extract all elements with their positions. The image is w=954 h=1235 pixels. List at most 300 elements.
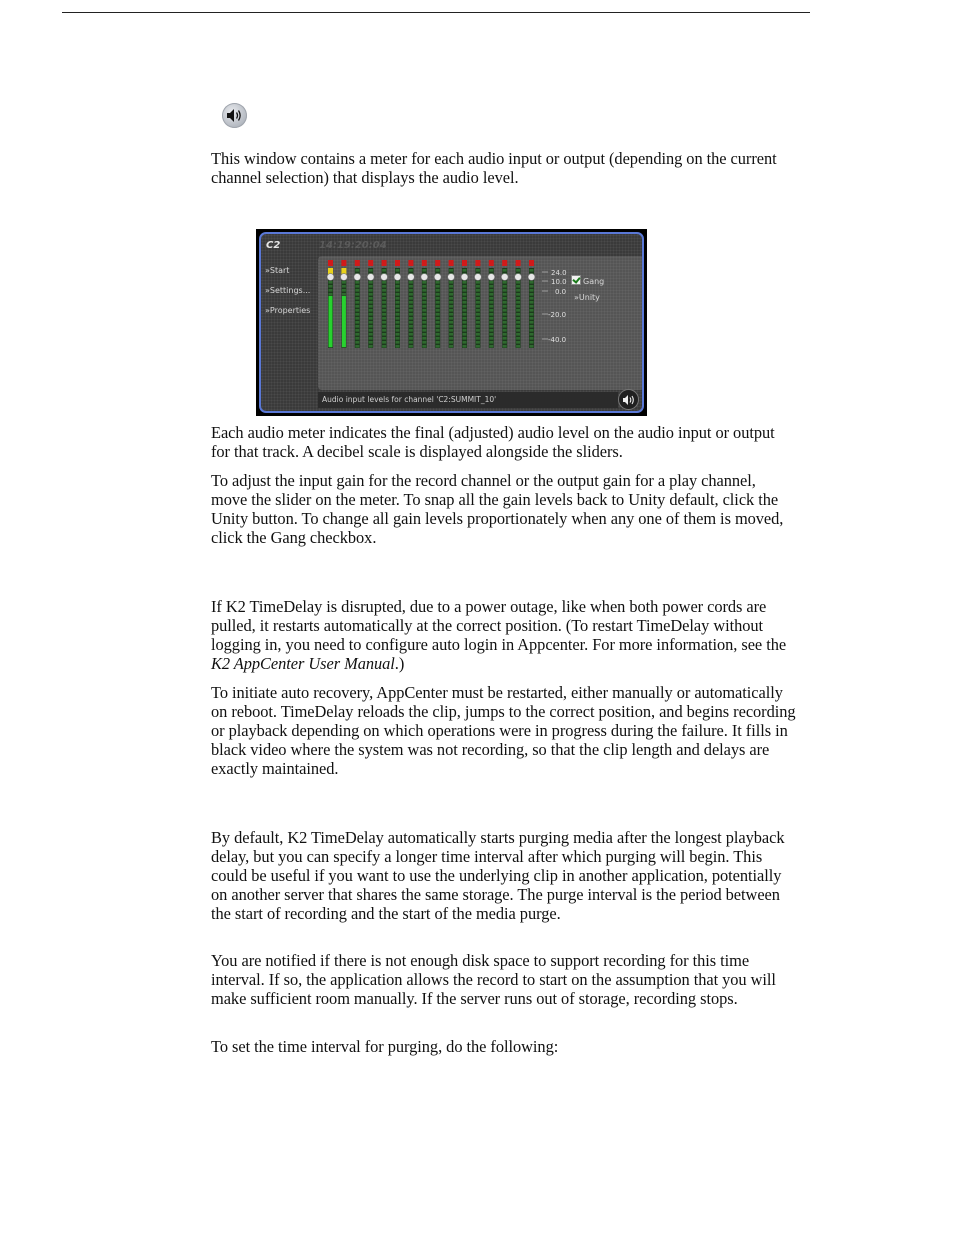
gain-slider-11[interactable] (461, 274, 468, 281)
meter-segment (422, 317, 426, 320)
meter-segment (355, 301, 359, 304)
meter-segment (463, 337, 467, 340)
meter-segment (369, 325, 373, 328)
meter-segment (516, 321, 520, 324)
meter-peak-4 (368, 260, 373, 266)
speaker-icon (222, 103, 247, 128)
meter-peak-14 (502, 260, 507, 266)
meter-segment (476, 325, 480, 328)
meter-segment (530, 325, 534, 328)
meter-segment (382, 293, 386, 296)
meter-segment (463, 333, 467, 336)
meter-segment (436, 297, 440, 300)
meter-segment (463, 269, 467, 272)
meter-segment (382, 321, 386, 324)
meter-segment (355, 333, 359, 336)
meter-segment (449, 301, 453, 304)
meter-segment (530, 269, 534, 272)
meter-segment (449, 293, 453, 296)
meter-segment (516, 333, 520, 336)
meter-segment (409, 325, 413, 328)
meter-segment (449, 285, 453, 288)
gain-slider-4[interactable] (367, 274, 374, 281)
meter-segment (396, 321, 400, 324)
meter-peak-1 (328, 260, 333, 266)
meter-segment (476, 293, 480, 296)
meter-segment (422, 301, 426, 304)
gain-slider-5[interactable] (381, 274, 388, 281)
meter-segment (516, 301, 520, 304)
meter-segment (396, 305, 400, 308)
meter-segment (396, 301, 400, 304)
meter-segment (409, 337, 413, 340)
meter-segment (503, 313, 507, 316)
meter-segment (342, 285, 346, 288)
meter-segment (530, 317, 534, 320)
meter-segment (409, 305, 413, 308)
status-bar: Audio input levels for channel 'C2:SUMMIT_10' (318, 392, 618, 408)
meter-segment (329, 293, 333, 296)
meter-segment (369, 285, 373, 288)
meter-segment (530, 297, 534, 300)
meter-segment (422, 329, 426, 332)
meter-peak-11 (462, 260, 467, 266)
meter-level-1 (329, 296, 333, 347)
meter-segment (516, 341, 520, 344)
meter-segment (382, 333, 386, 336)
meter-segment (396, 329, 400, 332)
meter-segment (396, 297, 400, 300)
meter-segment (369, 309, 373, 312)
meter-segment (516, 305, 520, 308)
meter-segment (382, 325, 386, 328)
recovery-text-end: .) (394, 654, 405, 673)
meter-segment (449, 289, 453, 292)
meter-segment (516, 337, 520, 340)
gain-slider-15[interactable] (515, 274, 522, 281)
meter-segment (476, 305, 480, 308)
meter-segment (329, 289, 333, 292)
meter-peak-6 (395, 260, 400, 266)
meter-segment (476, 329, 480, 332)
meter-segment (422, 321, 426, 324)
meter-segment (436, 301, 440, 304)
meter-segment (382, 269, 386, 272)
meter-segment (476, 341, 480, 344)
meter-segment (476, 309, 480, 312)
meter-segment (530, 329, 534, 332)
gain-slider-6[interactable] (394, 274, 401, 281)
meter-segment (530, 285, 534, 288)
meter-segment (530, 337, 534, 340)
meter-segment (369, 345, 373, 348)
meter-segment (436, 321, 440, 324)
meter-segment (463, 293, 467, 296)
meter-segment (396, 285, 400, 288)
meter-segment (382, 281, 386, 284)
meter-segment (382, 305, 386, 308)
meter-segment (355, 325, 359, 328)
meter-segment (396, 333, 400, 336)
meter-segment (530, 305, 534, 308)
meter-segment (516, 293, 520, 296)
meter-segment (422, 269, 426, 272)
meter-segment (516, 269, 520, 272)
meter-segment (503, 345, 507, 348)
meter-segment (516, 281, 520, 284)
meter-segment (476, 297, 480, 300)
gain-slider-7[interactable] (408, 274, 415, 281)
meter-segment (449, 345, 453, 348)
meter-level-2 (342, 296, 346, 347)
meter-segment (489, 285, 493, 288)
meter-peak-9 (435, 260, 440, 266)
meter-segment (409, 309, 413, 312)
meter-segment (489, 305, 493, 308)
meter-segment (489, 297, 493, 300)
meter-segment (530, 333, 534, 336)
meter-segment (436, 329, 440, 332)
recovery-text: If K2 TimeDelay is disrupted, due to a power outage, like when both power cords are pulled, it restarts automatically at the correct position. (To restart TimeDelay without logging in, you need to configure auto login in Appcenter. For more information, see the (211, 597, 787, 654)
meter-segment (476, 333, 480, 336)
meter-segment (355, 289, 359, 292)
unity-button[interactable]: »Unity (574, 293, 600, 302)
meter-segment (409, 289, 413, 292)
meter-segment (463, 341, 467, 344)
meter-segment (355, 297, 359, 300)
audio-speaker-button[interactable] (618, 389, 639, 410)
meter-segment (355, 321, 359, 324)
meter-segment (463, 281, 467, 284)
meter-segment (382, 329, 386, 332)
channel-label: C2 (266, 240, 281, 251)
meter-segment (436, 317, 440, 320)
meter-segment (516, 329, 520, 332)
gain-slider-3[interactable] (354, 274, 361, 281)
meter-segment (503, 269, 507, 272)
scale-label-minus20: -20.0 (548, 311, 567, 319)
meter-segment (409, 285, 413, 288)
gain-slider-14[interactable] (501, 274, 508, 281)
meter-segment (436, 269, 440, 272)
meter-segment (369, 269, 373, 272)
meter-segment (382, 301, 386, 304)
meter-segment (463, 289, 467, 292)
meter-segment (409, 269, 413, 272)
meter-segment (369, 297, 373, 300)
meter-segment (503, 301, 507, 304)
meter-segment (503, 293, 507, 296)
meter-segment (436, 281, 440, 284)
meter-segment (503, 285, 507, 288)
meter-segment (463, 325, 467, 328)
meter-segment (489, 301, 493, 304)
meter-segment (503, 341, 507, 344)
meter-segment (369, 301, 373, 304)
meter-segment (422, 281, 426, 284)
meter-segment (396, 289, 400, 292)
meter-segment (422, 341, 426, 344)
meter-segment (422, 325, 426, 328)
meter-segment (422, 297, 426, 300)
meter-segment (409, 297, 413, 300)
meter-segment (409, 313, 413, 316)
meter-segment (476, 269, 480, 272)
meter-segment (463, 329, 467, 332)
meter-segment (476, 313, 480, 316)
meter-segment (329, 281, 333, 284)
meter-segment (436, 309, 440, 312)
meter-peak-10 (449, 260, 454, 266)
recovery-paragraph (211, 597, 796, 673)
scale-label-10: 10.0 (551, 278, 567, 286)
meter-segment (530, 341, 534, 344)
meter-segment (476, 301, 480, 304)
scale-label-minus40: -40.0 (548, 336, 567, 344)
meter-segment (422, 337, 426, 340)
meter-segment (516, 297, 520, 300)
audio-window-frame (259, 232, 644, 413)
meter-peak-16 (529, 260, 534, 266)
meter-segment (409, 333, 413, 336)
meter-segment (355, 317, 359, 320)
meter-segment (530, 293, 534, 296)
meter-segment (503, 321, 507, 324)
meter-segment (396, 281, 400, 284)
meter-segment (503, 325, 507, 328)
meter-segment (382, 313, 386, 316)
meter-segment (409, 321, 413, 324)
meter-segment (463, 301, 467, 304)
meter-segment (355, 293, 359, 296)
meter-segment (382, 341, 386, 344)
gain-slider-10[interactable] (448, 274, 455, 281)
meter-segment (463, 305, 467, 308)
meter-segment (503, 297, 507, 300)
meter-segment (463, 345, 467, 348)
properties-menu-item[interactable]: »Properties (265, 306, 311, 315)
meter-segment (449, 321, 453, 324)
purge-default-paragraph: By default, K2 TimeDelay automatically starts purging media after the longest playback delay, but you can specify a longer time interval after which purging will begin. This could be useful if you want to use the underlying clip in another application, potentially on another server that shares the same storage. The purge interval is the period between the start of recording and the start of the media purge. (211, 828, 785, 923)
meter-segment (422, 313, 426, 316)
audio-levels-screenshot (256, 229, 647, 416)
meter-segment (422, 309, 426, 312)
meter-segment (476, 281, 480, 284)
meter-segment (355, 281, 359, 284)
gain-slider-9[interactable] (434, 274, 441, 281)
meter-segment (530, 321, 534, 324)
gain-slider-1[interactable] (327, 274, 334, 281)
meter-segment (530, 289, 534, 292)
meter-segment (449, 337, 453, 340)
meter-segment (489, 269, 493, 272)
meter-peak-5 (382, 260, 387, 266)
meter-peak-3 (355, 260, 360, 266)
meter-segment (476, 289, 480, 292)
meter-segment (409, 341, 413, 344)
gang-checkbox[interactable] (571, 275, 604, 286)
meter-segment (503, 337, 507, 340)
meter-peak-8 (422, 260, 427, 266)
meter-segment (530, 345, 534, 348)
gain-slider-16[interactable] (528, 274, 535, 281)
meter-segment (342, 293, 346, 296)
meter-segment (355, 341, 359, 344)
meter-segment (396, 345, 400, 348)
meter-segment (463, 297, 467, 300)
meter-segment (409, 281, 413, 284)
meter-segment (476, 317, 480, 320)
meter-segment (516, 317, 520, 320)
meter-segment (436, 305, 440, 308)
meter-segment (516, 325, 520, 328)
meter-segment (369, 293, 373, 296)
gain-slider-12[interactable] (475, 274, 482, 281)
meter-segment (503, 281, 507, 284)
meter-peak-13 (489, 260, 494, 266)
meter-segment (489, 325, 493, 328)
gang-check-icon[interactable] (571, 275, 581, 285)
meter-segment (382, 285, 386, 288)
meter-segment (503, 329, 507, 332)
meter-segment (516, 289, 520, 292)
meter-segment (409, 293, 413, 296)
meter-segment (382, 317, 386, 320)
meter-segment (503, 317, 507, 320)
meter-segment (355, 305, 359, 308)
meter-segment (530, 281, 534, 284)
meter-segment (463, 309, 467, 312)
settings-menu-item[interactable]: »Settings... (265, 286, 311, 295)
meter-segment (489, 321, 493, 324)
meter-segment (516, 313, 520, 316)
meter-segment (396, 341, 400, 344)
meter-segment (503, 289, 507, 292)
meter-segment (489, 309, 493, 312)
meter-segment (369, 333, 373, 336)
meter-segment (369, 281, 373, 284)
meter-segment (530, 309, 534, 312)
manual-reference: K2 AppCenter User Manual (211, 654, 395, 673)
meter-segment (489, 337, 493, 340)
meter-segment (436, 337, 440, 340)
meter-segment (369, 329, 373, 332)
meter-segment (449, 309, 453, 312)
meter-segment (449, 297, 453, 300)
meter-segment (449, 333, 453, 336)
meter-segment (449, 313, 453, 316)
meter-segment (355, 337, 359, 340)
meter-segment (463, 285, 467, 288)
meter-segment (396, 325, 400, 328)
meter-segment (489, 289, 493, 292)
meter-segment (369, 289, 373, 292)
disk-space-paragraph: You are notified if there is not enough disk space to support recording for this time interval. If so, the application allows the record to start on the assumption that you will make sufficient room manually. If the server runs out of storage, recording stops. (211, 951, 776, 1008)
meter-segment (436, 285, 440, 288)
meter-segment (342, 289, 346, 292)
meter-segment (369, 337, 373, 340)
meter-segment (489, 317, 493, 320)
meter-segment (329, 285, 333, 288)
meter-segment (409, 317, 413, 320)
gain-adjust-paragraph: To adjust the input gain for the record channel or the output gain for a play channel, move the slider on the meter. To snap all the gain levels back to Unity default, click the Unity button. To change all gain levels proportionately when any one of them is moved, click the Gang checkbox. (211, 471, 784, 547)
meter-segment (516, 309, 520, 312)
meter-segment (489, 293, 493, 296)
start-menu-item[interactable]: »Start (265, 266, 290, 275)
meter-segment (449, 305, 453, 308)
meter-segment (476, 285, 480, 288)
meter-segment (355, 313, 359, 316)
meter-segment (369, 317, 373, 320)
meter-segment (382, 337, 386, 340)
meter-segment (489, 313, 493, 316)
meter-description-paragraph: Each audio meter indicates the final (adjusted) audio level on the audio input or output for that track. A decibel scale is displayed alongside the sliders. (211, 423, 775, 461)
meter-segment (355, 285, 359, 288)
meter-segment (449, 341, 453, 344)
gang-label: Gang (583, 277, 605, 286)
meter-segment (449, 329, 453, 332)
meter-segment (436, 333, 440, 336)
meter-segment (422, 289, 426, 292)
auto-recovery-paragraph: To initiate auto recovery, AppCenter must be restarted, either manually or automatically on reboot. TimeDelay reloads the clip, jumps to the correct position, and begins recording or playback depending on which operations were in progress during the failure. It fills in black video where the system was not recording, so that the clip length and delays are exactly maintained. (211, 683, 796, 778)
intro-paragraph: This window contains a meter for each audio input or output (depending on the current channel selection) that displays the audio level. (211, 149, 777, 187)
meter-segment (396, 309, 400, 312)
meter-peak-15 (516, 260, 521, 266)
meter-segment (489, 345, 493, 348)
meter-segment (489, 341, 493, 344)
meter-segment (436, 293, 440, 296)
meter-segment (409, 301, 413, 304)
audio-meters[interactable] (318, 256, 548, 356)
meter-segment (355, 269, 359, 272)
meter-segment (449, 317, 453, 320)
gain-slider-8[interactable] (421, 274, 428, 281)
meter-segment (489, 329, 493, 332)
meter-segment (463, 313, 467, 316)
gain-slider-13[interactable] (488, 274, 495, 281)
meter-segment (369, 321, 373, 324)
meter-segment (396, 293, 400, 296)
meter-segment (409, 329, 413, 332)
page-top-rule (62, 12, 810, 13)
meter-segment (382, 297, 386, 300)
meter-segment (476, 321, 480, 324)
scale-label-24: 24.0 (551, 269, 567, 277)
timecode-display: 14:19:20:04 (319, 240, 387, 251)
meter-segment (382, 309, 386, 312)
meter-segment (436, 313, 440, 316)
meter-segment (503, 309, 507, 312)
meter-segment (369, 305, 373, 308)
meter-peak-2 (341, 260, 346, 266)
meter-segment (396, 317, 400, 320)
meter-segment (382, 289, 386, 292)
meter-segment (342, 281, 346, 284)
gain-slider-2[interactable] (341, 274, 348, 281)
meter-segment (463, 317, 467, 320)
meter-segment (422, 293, 426, 296)
meter-segment (422, 285, 426, 288)
scale-label-0: 0.0 (555, 288, 567, 296)
meter-segment (530, 313, 534, 316)
meter-segment (369, 313, 373, 316)
meter-segment (503, 333, 507, 336)
meter-segment (436, 345, 440, 348)
meter-segment (396, 337, 400, 340)
meter-segment (436, 289, 440, 292)
meter-segment (476, 337, 480, 340)
meter-segment (489, 281, 493, 284)
